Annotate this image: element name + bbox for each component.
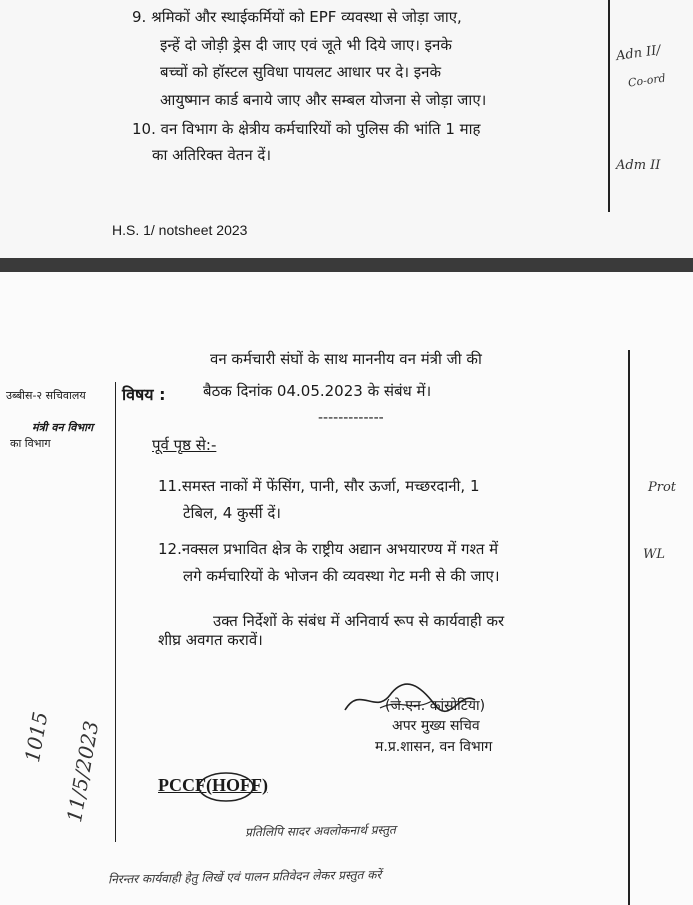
signatory-name: (जे.एन. कांसोटिया)	[385, 698, 486, 714]
item-9-line-4: आयुष्मान कार्ड बनाये जाए और सम्बल योजना से जोड़ा जाए।	[160, 91, 487, 109]
left-margin-line-1: उब्बीस-२ सचिवालय	[6, 389, 86, 402]
margin-note-2: Adm II	[616, 158, 661, 173]
instruction-line-1: उक्त निर्देशों के संबंध में अनिवार्य रूप से कार्यवाही कर	[213, 612, 505, 630]
left-margin-line-2: मंत्री वन विभाग	[32, 421, 94, 434]
left-margin-line-3: का विभाग	[10, 437, 51, 450]
page-separator	[0, 258, 693, 272]
subject-line-2: बैठक दिनांक 04.05.2023 के संबंध में।	[203, 382, 432, 400]
item-12-line-2: लगे कर्मचारियों के भोजन की व्यवस्था गेट मनी से की जाए।	[183, 567, 500, 585]
margin-note-1: Adn II/	[615, 42, 662, 65]
signatory-department: म.प्र.शासन, वन विभाग	[375, 739, 493, 755]
subject-label: विषय :	[122, 385, 166, 404]
stamp-number: 1015	[20, 709, 53, 765]
subject-divider: -------------	[318, 410, 384, 426]
stamp-date: 11/5/2023	[62, 718, 104, 825]
handwritten-note-2: निरन्तर कार्यवाही हेतु लिखें एवं पालन प्रतिवेदन लेकर प्रस्तुत करें	[107, 867, 382, 887]
item-11-line-1: 11.समस्त नाकों में फेंसिंग, पानी, सौर ऊर्जा, मच्छरदानी, 1	[158, 477, 480, 495]
item-9-line-3: बच्चों को हॉस्टल सुविधा पायलट आधार पर दे। इनके	[160, 63, 441, 81]
side-note-prot: Prot	[648, 480, 677, 495]
handwritten-note-1: प्रतिलिपि सादर अवलोकनार्थ प्रस्तुत	[244, 822, 396, 840]
item-10-line-1: 10. वन विभाग के क्षेत्रीय कर्मचारियों को पुलिस की भांति 1 माह	[132, 120, 481, 138]
left-margin-line	[115, 382, 116, 842]
side-note-wl: WL	[643, 547, 665, 562]
item-9-line-2: इन्हें दो जोड़ी ड्रेस दी जाए एवं जूते भी दिये जाए। इनके	[160, 36, 452, 54]
subject-line-1: वन कर्मचारी संघों के साथ माननीय वन मंत्री जी की	[210, 350, 482, 368]
notesheet-footer: H.S. 1/ notsheet 2023	[112, 222, 248, 238]
previous-page-heading: पूर्व पृष्ठ से:-	[152, 436, 217, 454]
item-9-line-1: 9. श्रमिकों और स्थाईकर्मियों को EPF व्यवस्था से जोड़ा जाए,	[132, 8, 462, 26]
item-11-line-2: टेबिल, 4 कुर्सी दें।	[183, 504, 281, 522]
instruction-line-2: शीघ्र अवगत करावें।	[158, 631, 263, 649]
margin-line-right	[608, 0, 610, 212]
item-10-line-2: का अतिरिक्त वेतन दें।	[152, 146, 272, 164]
signatory-designation: अपर मुख्य सचिव	[392, 718, 480, 734]
margin-note-1b: Co-ord	[627, 71, 667, 90]
addressee-pccf: PCCF(HOFF)	[158, 775, 268, 795]
pccf-circle-mark	[196, 770, 256, 804]
item-12-line-1: 12.नक्सल प्रभावित क्षेत्र के राष्ट्रीय अद्यान अभयारण्य में गश्त में	[158, 540, 499, 558]
right-margin-line	[628, 350, 630, 905]
